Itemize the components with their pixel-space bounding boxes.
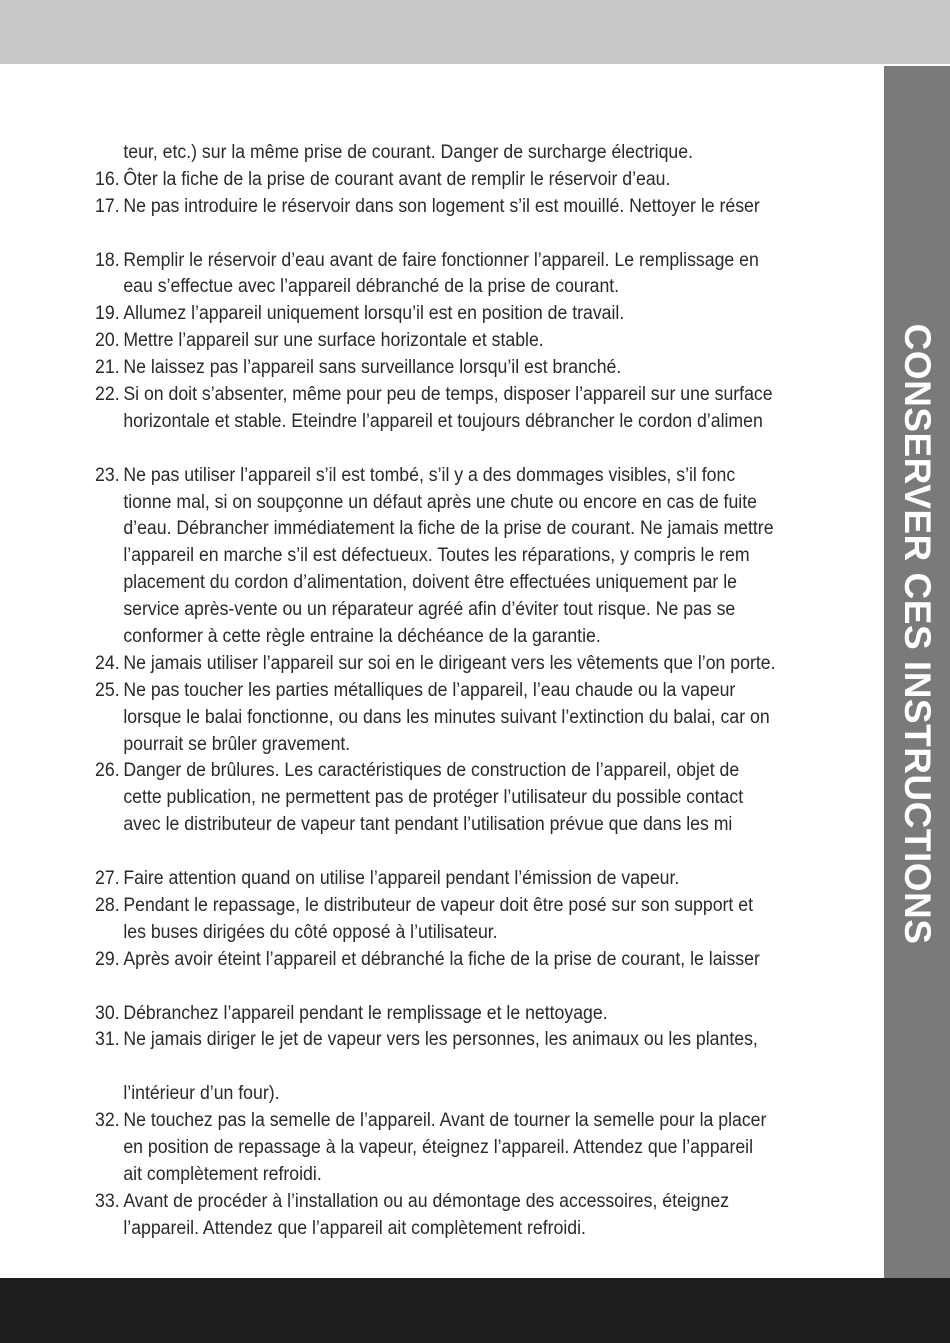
bottom-band [0,1278,950,1343]
instruction-line [88,140,860,167]
instruction-line [88,624,860,651]
instruction-line [88,947,860,974]
item-text: Ôter la fiche de la prise de courant avant de remplir le réservoir d’eau. [123,168,671,190]
item-number: 32. [95,1110,120,1132]
instruction-line [88,570,860,597]
item-number: 19. [95,303,120,325]
item-text: lorsque le balai fonctionne, ou dans les minutes suivant l’extinction du balai, car on [123,706,770,728]
instruction-line [88,1001,860,1028]
item-text: Débranchez l’appareil pendant le remplissage et le nettoyage. [123,1002,608,1024]
instruction-line [88,1162,860,1189]
item-text: Ne jamais utiliser l’appareil sur soi en le dirigeant vers les vêtements que l’on porte. [123,652,776,674]
item-text: tionne mal, si on soupçonne un défaut après une chute ou encore en cas de fuite [123,491,757,513]
item-number: 25. [95,679,120,701]
instruction-line [88,409,860,436]
instruction-line [88,893,860,920]
item-text: Ne pas utiliser l’appareil s’il est tombé, s’il y a des dommages visibles, s’il fonc [123,464,736,486]
instruction-line [88,516,860,543]
item-number: 28. [95,894,120,916]
line-gap [88,1054,860,1081]
item-text: pourrait se brûler gravement. [123,733,351,755]
line-gap [88,974,860,1001]
instruction-line [88,328,860,355]
item-number: 30. [95,1002,120,1024]
item-text: Ne pas toucher les parties métalliques de l’appareil, l’eau chaude ou la vapeur [123,679,736,701]
instruction-line [88,1027,860,1054]
instructions-list [88,140,860,1243]
instruction-line [88,1189,860,1216]
item-number: 21. [95,357,120,379]
instruction-line [88,1081,860,1108]
instruction-line [88,732,860,759]
instruction-line [88,543,860,570]
item-number: 18. [95,249,120,271]
instruction-line [88,248,860,275]
item-number: 33. [95,1190,120,1212]
instruction-line [88,1216,860,1243]
instruction-line [88,1108,860,1135]
item-text: Danger de brûlures. Les caractéristiques de construction de l’appareil, objet de [123,760,740,782]
item-text: eau s’effectue avec l’appareil débranché de la prise de courant. [123,276,620,298]
item-text: Ne pas introduire le réservoir dans son logement s’il est mouillé. Nettoyer le réser [123,195,760,217]
instruction-line [88,651,860,678]
instruction-line [88,194,860,221]
instruction-line [88,597,860,624]
instruction-line [88,866,860,893]
instruction-line [88,812,860,839]
item-text: horizontale et stable. Eteindre l’appareil et toujours débrancher le cordon d’alimen [123,410,763,432]
item-text: Avant de procéder à l’installation ou au démontage des accessoires, éteignez [123,1190,730,1212]
instruction-line [88,490,860,517]
instruction-line [88,382,860,409]
item-text: d’eau. Débrancher immédiatement la fiche de la prise de courant. Ne jamais mettre [123,518,774,540]
instruction-line [88,758,860,785]
instruction-line [88,785,860,812]
instruction-line [88,920,860,947]
top-band [0,0,950,64]
instruction-line [88,678,860,705]
item-number: 23. [95,464,120,486]
item-text: les buses dirigées du côté opposé à l’utilisateur. [123,921,498,943]
item-text: Pendant le repassage, le distributeur de vapeur doit être posé sur son support et [123,894,753,916]
instruction-line [88,355,860,382]
item-text: Ne laissez pas l’appareil sans surveillance lorsqu’il est branché. [123,357,622,379]
instruction-line [88,301,860,328]
item-text: Ne jamais diriger le jet de vapeur vers les personnes, les animaux ou les plantes, [123,1029,758,1051]
item-text: service après-vente ou un réparateur agréé afin d’éviter tout risque. Ne pas se [123,599,736,621]
item-number: 20. [95,330,120,352]
item-number: 17. [95,195,120,217]
item-number: 16. [95,168,120,190]
instruction-line [88,167,860,194]
item-text: Ne touchez pas la semelle de l’appareil. Avant de tourner la semelle pour la placer [123,1110,767,1132]
instruction-line [88,705,860,732]
item-number: 27. [95,868,120,890]
item-number: 22. [95,384,120,406]
item-text: Si on doit s’absenter, même pour peu de temps, disposer l’appareil sur une surface [123,384,773,406]
item-text: Remplir le réservoir d’eau avant de faire fonctionner l’appareil. Le remplissage en [123,249,759,271]
instruction-line [88,463,860,490]
item-text: Après avoir éteint l’appareil et débranché la fiche de la prise de courant, le laisser [123,948,760,970]
item-number: 31. [95,1029,120,1051]
item-text: l’appareil en marche s’il est défectueux. Toutes les réparations, y compris le rem [123,545,750,567]
line-gap [88,221,860,248]
item-text: en position de repassage à la vapeur, éteignez l’appareil. Attendez que l’appareil [123,1136,754,1158]
item-text: avec le distributeur de vapeur tant pendant l’utilisation prévue que dans les mi [123,814,733,836]
item-text: placement du cordon d’alimentation, doivent être effectuées uniquement par le [123,572,737,594]
instruction-line [88,274,860,301]
instruction-line [88,1135,860,1162]
item-text: Mettre l’appareil sur une surface horizontale et stable. [123,330,544,352]
item-number: 24. [95,652,120,674]
side-tab-label: CONSERVER CES INSTRUCTIONS [897,323,938,945]
item-number: 29. [95,948,120,970]
item-text: teur, etc.) sur la même prise de courant. Danger de surcharge électrique. [123,142,693,163]
item-number: 26. [95,760,120,782]
item-text: conformer à cette règle entraine la déchéance de la garantie. [123,626,601,648]
line-gap [88,436,860,463]
item-text: l’appareil. Attendez que l’appareil ait complètement refroidi. [123,1217,586,1239]
item-text: Faire attention quand on utilise l’appareil pendant l’émission de vapeur. [123,868,680,890]
line-gap [88,839,860,866]
item-text: l’intérieur d’un four). [123,1083,280,1105]
item-text: cette publication, ne permettent pas de protéger l’utilisateur du possible contact [123,787,744,809]
item-text: Allumez l’appareil uniquement lorsqu’il est en position de travail. [123,303,625,325]
item-text: ait complètement refroidi. [123,1163,322,1185]
